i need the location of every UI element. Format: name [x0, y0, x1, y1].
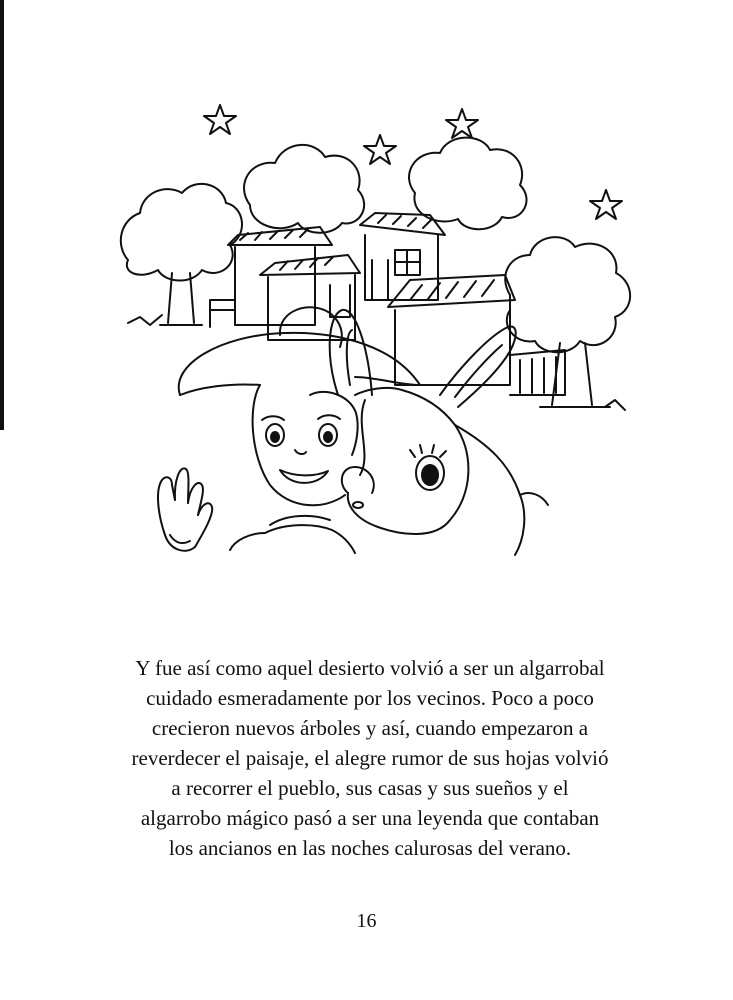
tree-center [244, 145, 364, 233]
tree-right [505, 237, 630, 410]
house-left [210, 227, 332, 327]
story-line: a recorrer el pueblo, sus casas y sus sueños y el [171, 776, 569, 800]
story-paragraph [70, 653, 670, 863]
story-line: los ancianos en las noches calurosas del verano. [168, 836, 572, 860]
star-icon [364, 135, 396, 164]
story-line: crecieron nuevos árboles y así, cuando empezaron a [151, 716, 589, 740]
donkey [330, 310, 548, 555]
story-line: algarrobo mágico pasó a ser una leyenda que contaban [140, 806, 600, 830]
boy-shirt [230, 516, 355, 553]
waving-hand-icon [158, 468, 212, 550]
house-upper [360, 213, 445, 300]
page-edge-mark [0, 0, 4, 430]
story-line: Y fue así como aquel desierto volvió a ser un algarrobal [135, 656, 605, 680]
tree-left [121, 184, 242, 325]
star-icon [204, 105, 236, 134]
coloring-illustration [110, 95, 650, 585]
star-icon [590, 190, 622, 219]
house-middle [260, 255, 360, 340]
story-line: cuidado esmeradamente por los vecinos. Poco a poco [146, 686, 594, 710]
story-line: reverdecer el paisaje, el alegre rumor de sus hojas volvió [131, 746, 609, 770]
boy-hat [179, 307, 420, 395]
page-number: 16 [356, 910, 377, 932]
boy-face [253, 385, 358, 505]
star-icon [446, 109, 478, 138]
